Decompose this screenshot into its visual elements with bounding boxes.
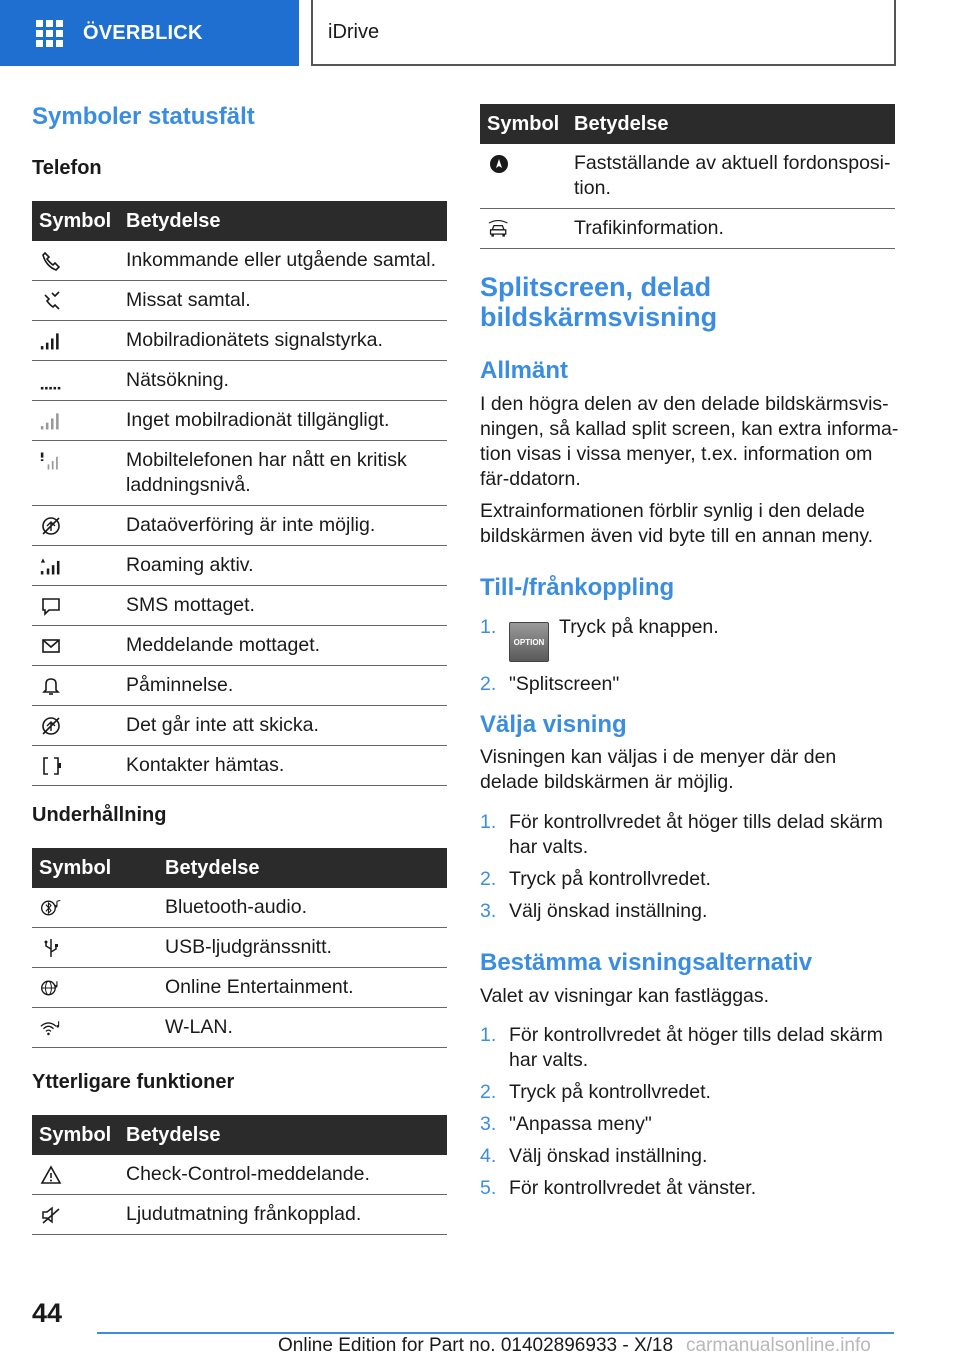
overview-tab[interactable] — [0, 0, 299, 66]
row-text: Det går inte att skicka. — [126, 706, 447, 746]
option-button[interactable]: OPTION — [509, 622, 549, 662]
email-icon — [40, 635, 62, 657]
wlan-icon — [40, 1017, 62, 1039]
row-text: Ljudutmatning frånkopplad. — [126, 1195, 447, 1235]
allmant-heading: Allmänt — [480, 357, 569, 384]
cannot-send-icon — [40, 715, 62, 737]
row-text: Kontakter hämtas. — [126, 746, 447, 786]
table-row — [32, 666, 447, 706]
row-text: Meddelande mottaget. — [126, 626, 447, 666]
list-item — [480, 1176, 900, 1201]
ytterligare-table — [32, 1115, 447, 1235]
table-row — [32, 928, 447, 968]
valja-heading: Välja visning — [480, 711, 627, 738]
table-row — [32, 546, 447, 586]
table-row — [32, 401, 447, 441]
signal-strength-icon — [40, 330, 62, 352]
telefon-table — [32, 201, 447, 786]
list-item — [480, 867, 900, 892]
step-text: Tryck på kontrollvredet. — [509, 868, 711, 890]
edition-text: Online Edition for Part no. 01402896933 - X/18 — [278, 1335, 674, 1356]
table-row — [32, 706, 447, 746]
step-number: 3. — [480, 900, 497, 922]
reminder-bell-icon — [40, 675, 62, 697]
splitscreen-title-line-2: bildskärmsvisning — [480, 302, 718, 332]
table-row — [32, 746, 447, 786]
row-text: Check-Control-meddelande. — [126, 1155, 447, 1195]
col-meaning: Betydelse — [126, 1115, 447, 1155]
step-number: 4. — [480, 1145, 497, 1167]
list-item — [480, 810, 900, 860]
row-text: Missat samtal. — [126, 281, 447, 321]
table-row — [480, 144, 895, 209]
chapter-title: iDrive — [328, 20, 380, 43]
allmant-paragraph-1: I den högra delen av den delade bildskärmsvis-ningen, så kallad split screen, kan extra informa-tion visas i vissa menyer, t.ex. information om fär-ddatorn. — [480, 393, 899, 490]
row-text: Trafikinformation. — [574, 209, 895, 249]
col-symbol: Symbol — [32, 848, 165, 888]
bluetooth-audio-icon — [40, 897, 62, 919]
splitscreen-title — [480, 272, 717, 332]
list-item — [480, 1023, 900, 1073]
row-text: Bluetooth-audio. — [165, 888, 447, 928]
table-row — [32, 1008, 447, 1048]
row-text: Roaming aktiv. — [126, 546, 447, 586]
telefon-heading: Telefon — [32, 157, 102, 179]
step-number: 2. — [480, 868, 497, 890]
no-signal-icon — [40, 410, 62, 432]
overview-tab-label: ÖVERBLICK — [83, 21, 203, 44]
row-text: Inget mobilradionät tillgängligt. — [126, 401, 447, 441]
table-row — [32, 968, 447, 1008]
bestamma-heading: Bestämma visningsalternativ — [480, 949, 813, 976]
splitscreen-title-line-1: Splitscreen, delad — [480, 272, 712, 302]
step-number: 1. — [480, 616, 497, 638]
row-text: Inkommande eller utgående samtal. — [126, 241, 447, 281]
phone-call-icon — [40, 250, 62, 272]
list-item — [480, 615, 900, 662]
bestamma-list — [480, 1023, 900, 1208]
valja-paragraph: Visningen kan väljas i de menyer där den delade bildskärmen är möjlig. — [480, 746, 837, 793]
row-text: Fastställande av aktuell fordonsposi-tion. — [574, 144, 895, 209]
table-row — [32, 361, 447, 401]
footer-divider — [97, 1332, 894, 1334]
navigation-table — [480, 104, 895, 249]
step-number: 1. — [480, 811, 497, 833]
till-list — [480, 615, 900, 704]
sms-icon — [40, 595, 62, 617]
step-number: 3. — [480, 1113, 497, 1135]
table-row — [32, 241, 447, 281]
step-text: Välj önskad inställning. — [509, 900, 708, 922]
col-meaning: Betydelse — [574, 104, 895, 144]
allmant-paragraph-2: Extrainformationen förblir synlig i den delade bildskärmen även vid byte till en annan meny. — [480, 500, 874, 547]
step-text-wrap — [509, 615, 719, 662]
list-item — [480, 1080, 900, 1105]
bestamma-paragraph: Valet av visningar kan fastläggas. — [480, 985, 770, 1007]
step-text: "Anpassa meny" — [509, 1113, 652, 1135]
no-data-transfer-icon — [40, 515, 62, 537]
row-text: W-LAN. — [165, 1008, 447, 1048]
page-title: Symboler statusfält — [32, 103, 255, 130]
step-text: För kontrollvredet åt vänster. — [509, 1177, 757, 1199]
col-symbol: Symbol — [480, 104, 574, 144]
row-text: Dataöverföring är inte möjlig. — [126, 506, 447, 546]
step-number: 2. — [480, 673, 497, 695]
list-item — [480, 1144, 900, 1169]
table-row — [32, 1195, 447, 1235]
watermark: carmanualsonline.info — [686, 1335, 871, 1356]
position-fix-icon — [488, 153, 510, 175]
traffic-info-icon — [488, 218, 510, 240]
ytterligare-heading: Ytterligare funktioner — [32, 1071, 235, 1093]
step-text: För kontrollvredet åt höger tills delad skärm har valts. — [509, 1024, 883, 1071]
row-text: Påminnelse. — [126, 666, 447, 706]
step-text: För kontrollvredet åt höger tills delad skärm har valts. — [509, 811, 883, 858]
list-item — [480, 1112, 900, 1137]
speaker-muted-icon — [40, 1204, 62, 1226]
table-row — [32, 888, 447, 928]
col-meaning: Betydelse — [126, 201, 447, 241]
row-text: SMS mottaget. — [126, 586, 447, 626]
table-row — [32, 1155, 447, 1195]
row-text: USB-ljudgränssnitt. — [165, 928, 447, 968]
step-number: 2. — [480, 1081, 497, 1103]
battery-critical-icon — [40, 450, 62, 472]
col-symbol: Symbol — [32, 201, 126, 241]
row-text: Nätsökning. — [126, 361, 447, 401]
chapter-header — [311, 0, 896, 66]
row-text: Online Entertainment. — [165, 968, 447, 1008]
table-row — [32, 506, 447, 546]
warning-triangle-icon — [40, 1164, 62, 1186]
table-row — [32, 441, 447, 506]
list-item — [480, 672, 900, 697]
table-row — [32, 281, 447, 321]
step-text: Tryck på kontrollvredet. — [509, 1081, 711, 1103]
row-text: Mobiltelefonen har nått en kritisk laddningsnivå. — [126, 441, 447, 506]
page-number: 44 — [32, 1298, 63, 1328]
step-number: 1. — [480, 1024, 497, 1046]
step-text: Tryck på knappen. — [559, 616, 719, 638]
missed-call-icon — [40, 290, 62, 312]
network-search-icon — [40, 370, 62, 392]
valja-list — [480, 810, 900, 931]
step-number: 5. — [480, 1177, 497, 1199]
row-text: Mobilradionätets signalstyrka. — [126, 321, 447, 361]
col-meaning: Betydelse — [165, 848, 447, 888]
table-row — [480, 209, 895, 249]
underhallning-heading: Underhållning — [32, 804, 167, 826]
step-text: Välj önskad inställning. — [509, 1145, 708, 1167]
underhallning-table — [32, 848, 447, 1048]
table-row — [32, 321, 447, 361]
table-row — [32, 626, 447, 666]
list-item — [480, 899, 900, 924]
till-heading: Till-/frånkoppling — [480, 574, 675, 601]
grid-menu-icon — [36, 20, 63, 47]
step-text: "Splitscreen" — [509, 673, 620, 695]
usb-icon — [40, 937, 62, 959]
table-row — [32, 586, 447, 626]
roaming-icon — [40, 555, 62, 577]
online-entertainment-icon — [40, 977, 62, 999]
contacts-download-icon — [40, 755, 62, 777]
col-symbol: Symbol — [32, 1115, 126, 1155]
